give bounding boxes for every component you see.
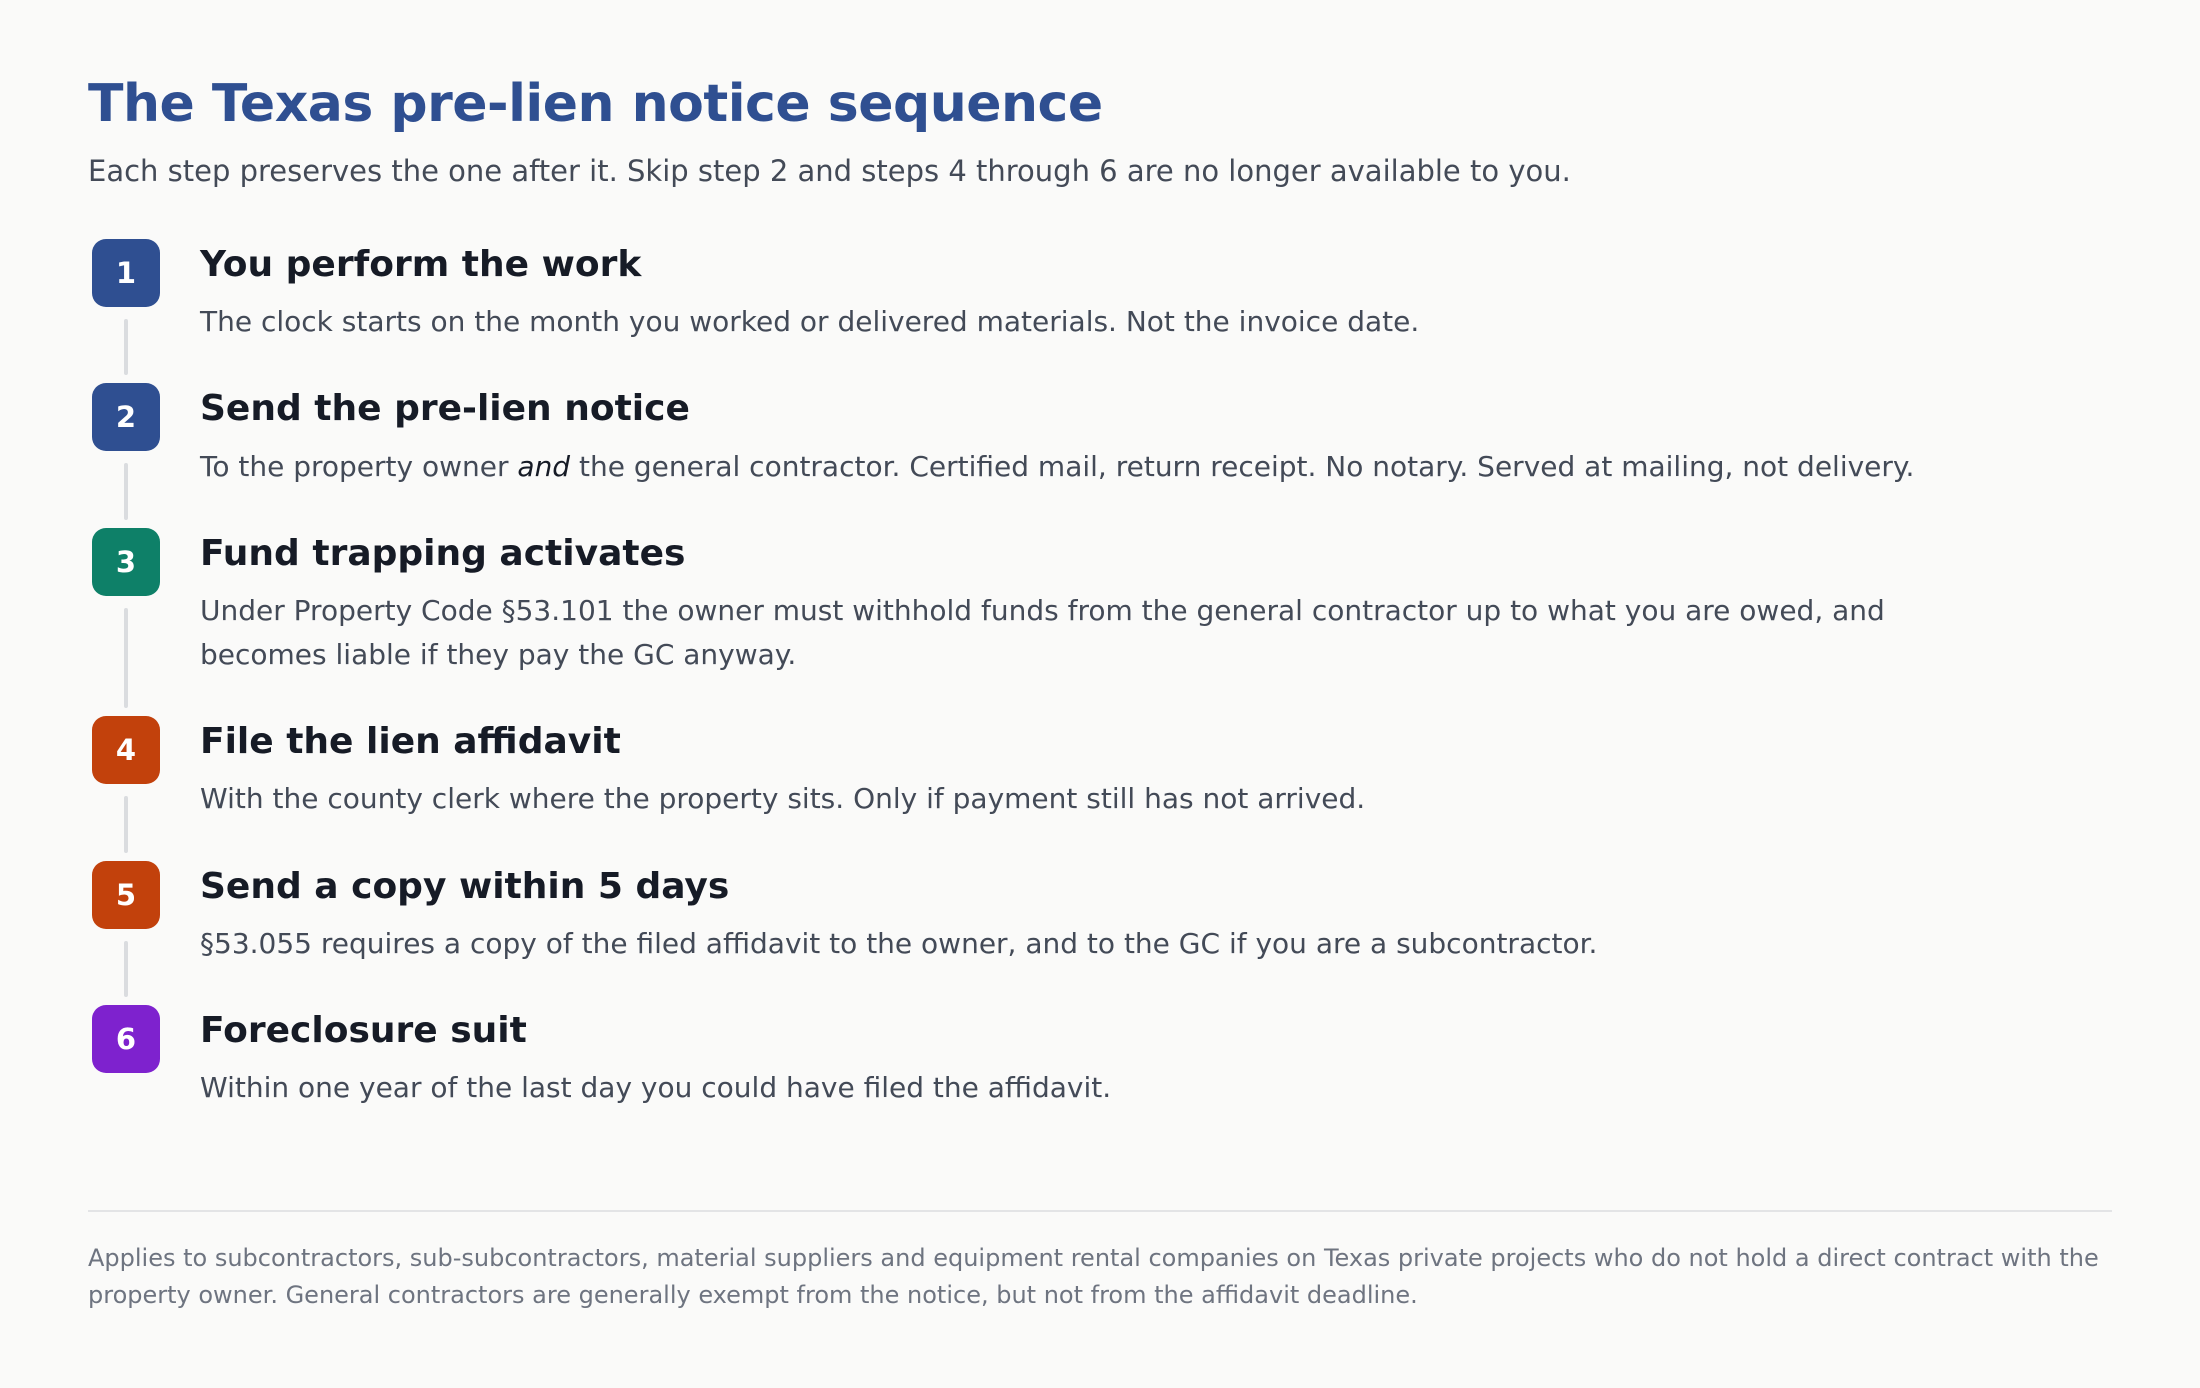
step-description: The clock starts on the month you worked or delivered materials. Not the invoice date.: [200, 305, 1420, 339]
step-description-start: To the property owner: [200, 449, 518, 483]
step-1: [88, 239, 2112, 384]
step-description: Within one year of the last day you could have filed the affidavit.: [200, 1071, 1112, 1105]
step-body: [200, 1005, 2112, 1150]
step-rail: [88, 239, 200, 384]
step-body: [200, 239, 2112, 384]
step-connector: [124, 463, 128, 520]
step-number-badge: 3: [92, 528, 160, 596]
step-number-badge: 4: [92, 716, 160, 784]
step-title: Fund trapping activates: [200, 533, 686, 575]
step-rail: [88, 528, 200, 716]
step-description: Under Property Code §53.101 the owner must withhold funds from the general contractor up to what you are owed, and becomes liable if they pay the GC anyway.: [200, 594, 1885, 671]
step-rail: [88, 716, 200, 861]
step-rail: [88, 383, 200, 528]
step-5: [88, 861, 2112, 1006]
step-number-badge: 6: [92, 1005, 160, 1073]
step-sequence: [88, 239, 2112, 1150]
step-rail: [88, 861, 200, 1006]
section-divider: [88, 1210, 2112, 1212]
step-body: [200, 861, 2112, 1006]
step-number-badge: 1: [92, 239, 160, 307]
step-description-end: the general contractor. Certified mail, return receipt. No notary. Served at mailing, not delivery.: [570, 449, 1915, 483]
step-number-badge: 2: [92, 383, 160, 451]
step-description: [200, 445, 2020, 488]
page-subtitle: Each step preserves the one after it. Skip step 2 and steps 4 through 6 are no longer available to you.: [88, 154, 1571, 189]
step-4: [88, 716, 2112, 861]
step-body: [200, 716, 2112, 861]
step-connector: [124, 941, 128, 998]
step-title: You perform the work: [200, 243, 642, 285]
step-connector: [124, 796, 128, 853]
step-2: [88, 383, 2112, 528]
step-rail: [88, 1005, 200, 1150]
step-connector: [124, 608, 128, 708]
step-body: [200, 528, 2112, 716]
step-body: [200, 383, 2112, 528]
step-title: Send the pre-lien notice: [200, 388, 690, 430]
footnote: Applies to subcontractors, sub-subcontractors, material suppliers and equipment rental companies on Texas private projects who do not hold a direct contract with the property owner. General contractors are generally exempt from the notice, but not from the affidavit deadline.: [88, 1244, 2099, 1310]
step-title: Send a copy within 5 days: [200, 865, 730, 907]
step-6: [88, 1005, 2112, 1150]
page-title: The Texas pre-lien notice sequence: [88, 74, 1103, 134]
step-description-emphasis: and: [517, 449, 571, 483]
step-title: File the lien affidavit: [200, 721, 621, 762]
step-connector: [124, 319, 128, 376]
step-description: With the county clerk where the property sits. Only if payment still has not arrived.: [200, 782, 1366, 816]
step-description: §53.055 requires a copy of the filed affidavit to the owner, and to the GC if you are a subcontractor.: [200, 926, 1598, 960]
step-number-badge: 5: [92, 861, 160, 929]
step-title: Foreclosure suit: [200, 1010, 527, 1052]
step-3: [88, 528, 2112, 716]
